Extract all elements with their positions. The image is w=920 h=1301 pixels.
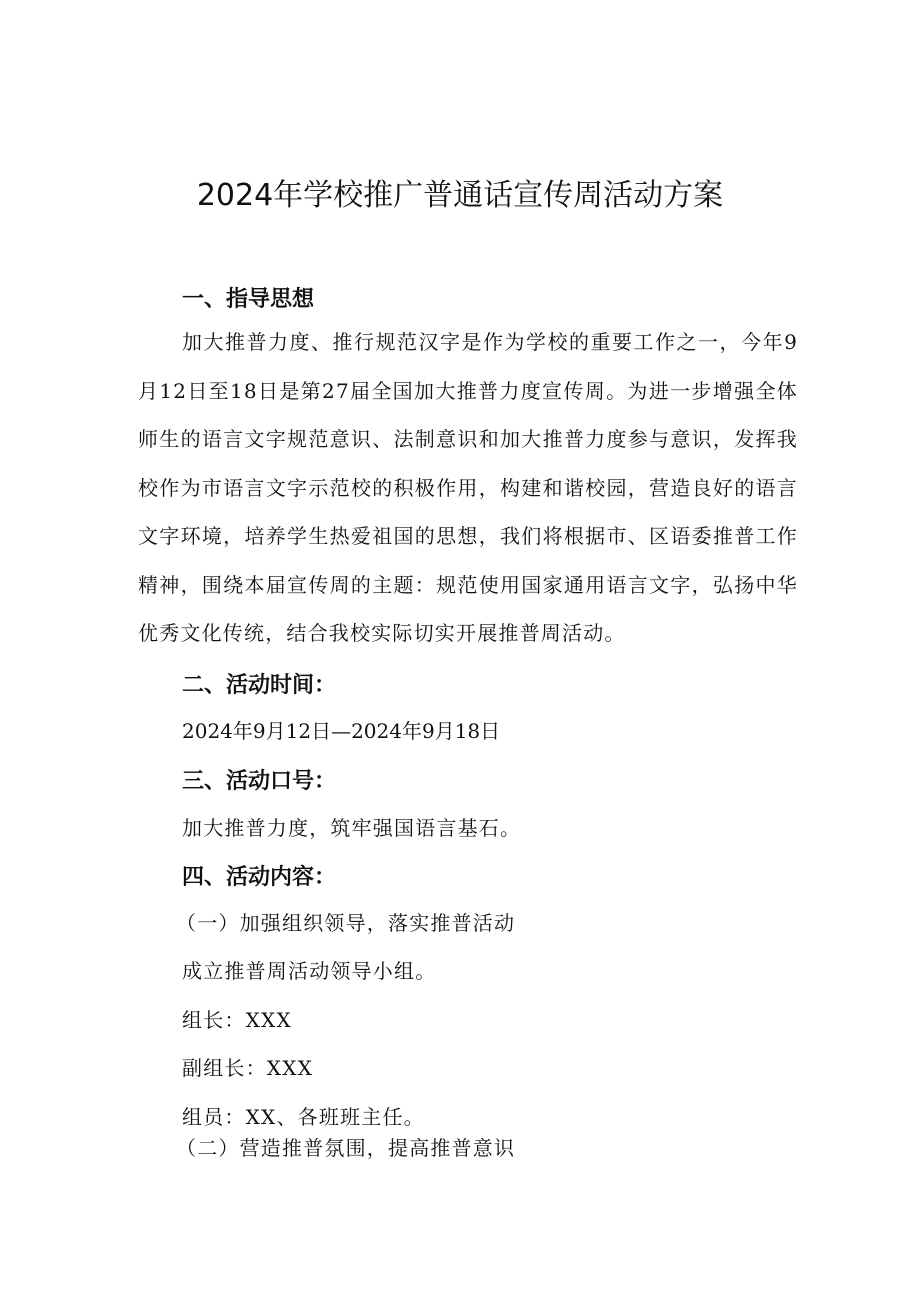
slogan-value: 加大推普力度，筑牢强国语言基石。 [182,816,522,840]
group-members-line: 组员：XX、各班班主任。 [182,1105,425,1129]
subsection-heading-atmosphere: （二）营造推普氛围，提高推普意识 [176,1136,516,1160]
section-heading-slogan: 三、活动口号： [182,769,337,794]
section-heading-activity-time: 二、活动时间： [182,673,337,698]
activity-time-value: 2024年9月12日—2024年9月18日 [182,719,501,743]
subsection-heading-organization: （一）加强组织领导，落实推普活动 [176,911,516,935]
deputy-leader-line: 副组长：XXX [182,1056,314,1080]
leadership-group-line: 成立推普周活动领导小组。 [182,959,437,983]
section-heading-guiding-ideology: 一、指导思想 [182,287,315,312]
group-leader-line: 组长：XXX [182,1008,292,1032]
section-body-guiding-ideology: 加大推普力度、推行规范汉字是作为学校的重要工作之一，今年9月12日至18日是第27届全国加大推普力度宣传周。为进一步增强全体师生的语言文字规范意识、法制意识和加大推普力度参与意识，发挥我校作为市语言文字示范校的积极作用，构建和谐校园，营造良好的语言文字环境，培养学生热爱祖国的思想，我们将根据市、区语委推普工作精神，围绕本届宣传周的主题：规范使用国家通用语言文字，弘扬中华优秀文化传统，结合我校实际切实开展推普周活动。 [138,330,798,645]
section-heading-activity-content: 四、活动内容： [182,865,337,890]
document-title: 2024年学校推广普通话宣传周活动方案 [196,178,724,213]
